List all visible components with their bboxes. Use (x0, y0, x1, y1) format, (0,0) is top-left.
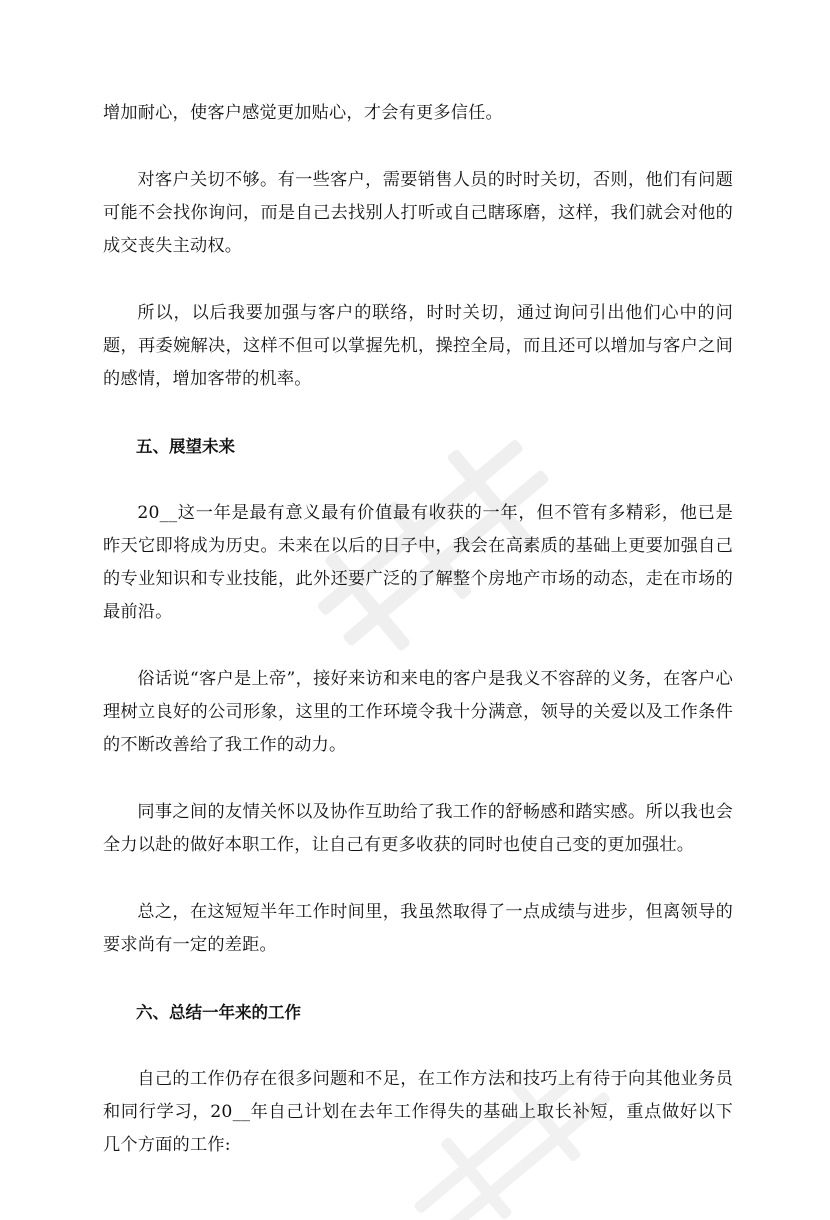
paragraph: 俗话说“客户是上帝”，接好来访和来电的客户是我义不容辞的义务，在客户心理树立良好的公司形象，这里的工作环境令我十分满意，领导的关爱以及工作条件的不断改善给了我工作的动力。 (103, 669, 733, 755)
paragraph: 所以，以后我要加强与客户的联络，时时关切，通过询问引出他们心中的问题，再委婉解决，这样不但可以掌握先机，操控全局，而且还可以增加与客户之间的感情，增加客带的机率。 (103, 303, 733, 389)
paragraph: 自己的工作仍存在很多问题和不足，在工作方法和技巧上有待于向其他业务员和同行学习，20__年自己计划在去年工作得失的基础上取长补短，重点做好以下几个方面的工作: (103, 1069, 733, 1155)
section-heading: 五、展望未来 (136, 437, 235, 456)
paragraph: 增加耐心，使客户感觉更加贴心，才会有更多信任。 (103, 103, 503, 123)
paragraph: 对客户关切不够。有一些客户，需要销售人员的时时关切，否则，他们有问题可能不会找你询问，而是自己去找别人打听或自己瞎琢磨，这样，我们就会对他的成交丧失主动权。 (103, 170, 733, 256)
paragraph: 20__这一年是最有意义最有价值最有收获的一年，但不管有多精彩，他已是昨天它即将成为历史。未来在以后的日子中，我会在高素质的基础上更要加强自己的专业知识和专业技能，此外还要广泛的了解整个房地产市场的动态，走在市场的最前沿。 (103, 503, 733, 622)
section-heading: 六、总结一年来的工作 (136, 1003, 301, 1022)
paragraph: 总之，在这短短半年工作时间里，我虽然取得了一点成绩与进步，但离领导的要求尚有一定的差距。 (103, 902, 733, 955)
document-body (103, 97, 733, 1162)
paragraph: 同事之间的友情关怀以及协作互助给了我工作的舒畅感和踏实感。所以我也会全力以赴的做好本职工作，让自己有更多收获的同时也使自己变的更加强壮。 (103, 802, 733, 855)
